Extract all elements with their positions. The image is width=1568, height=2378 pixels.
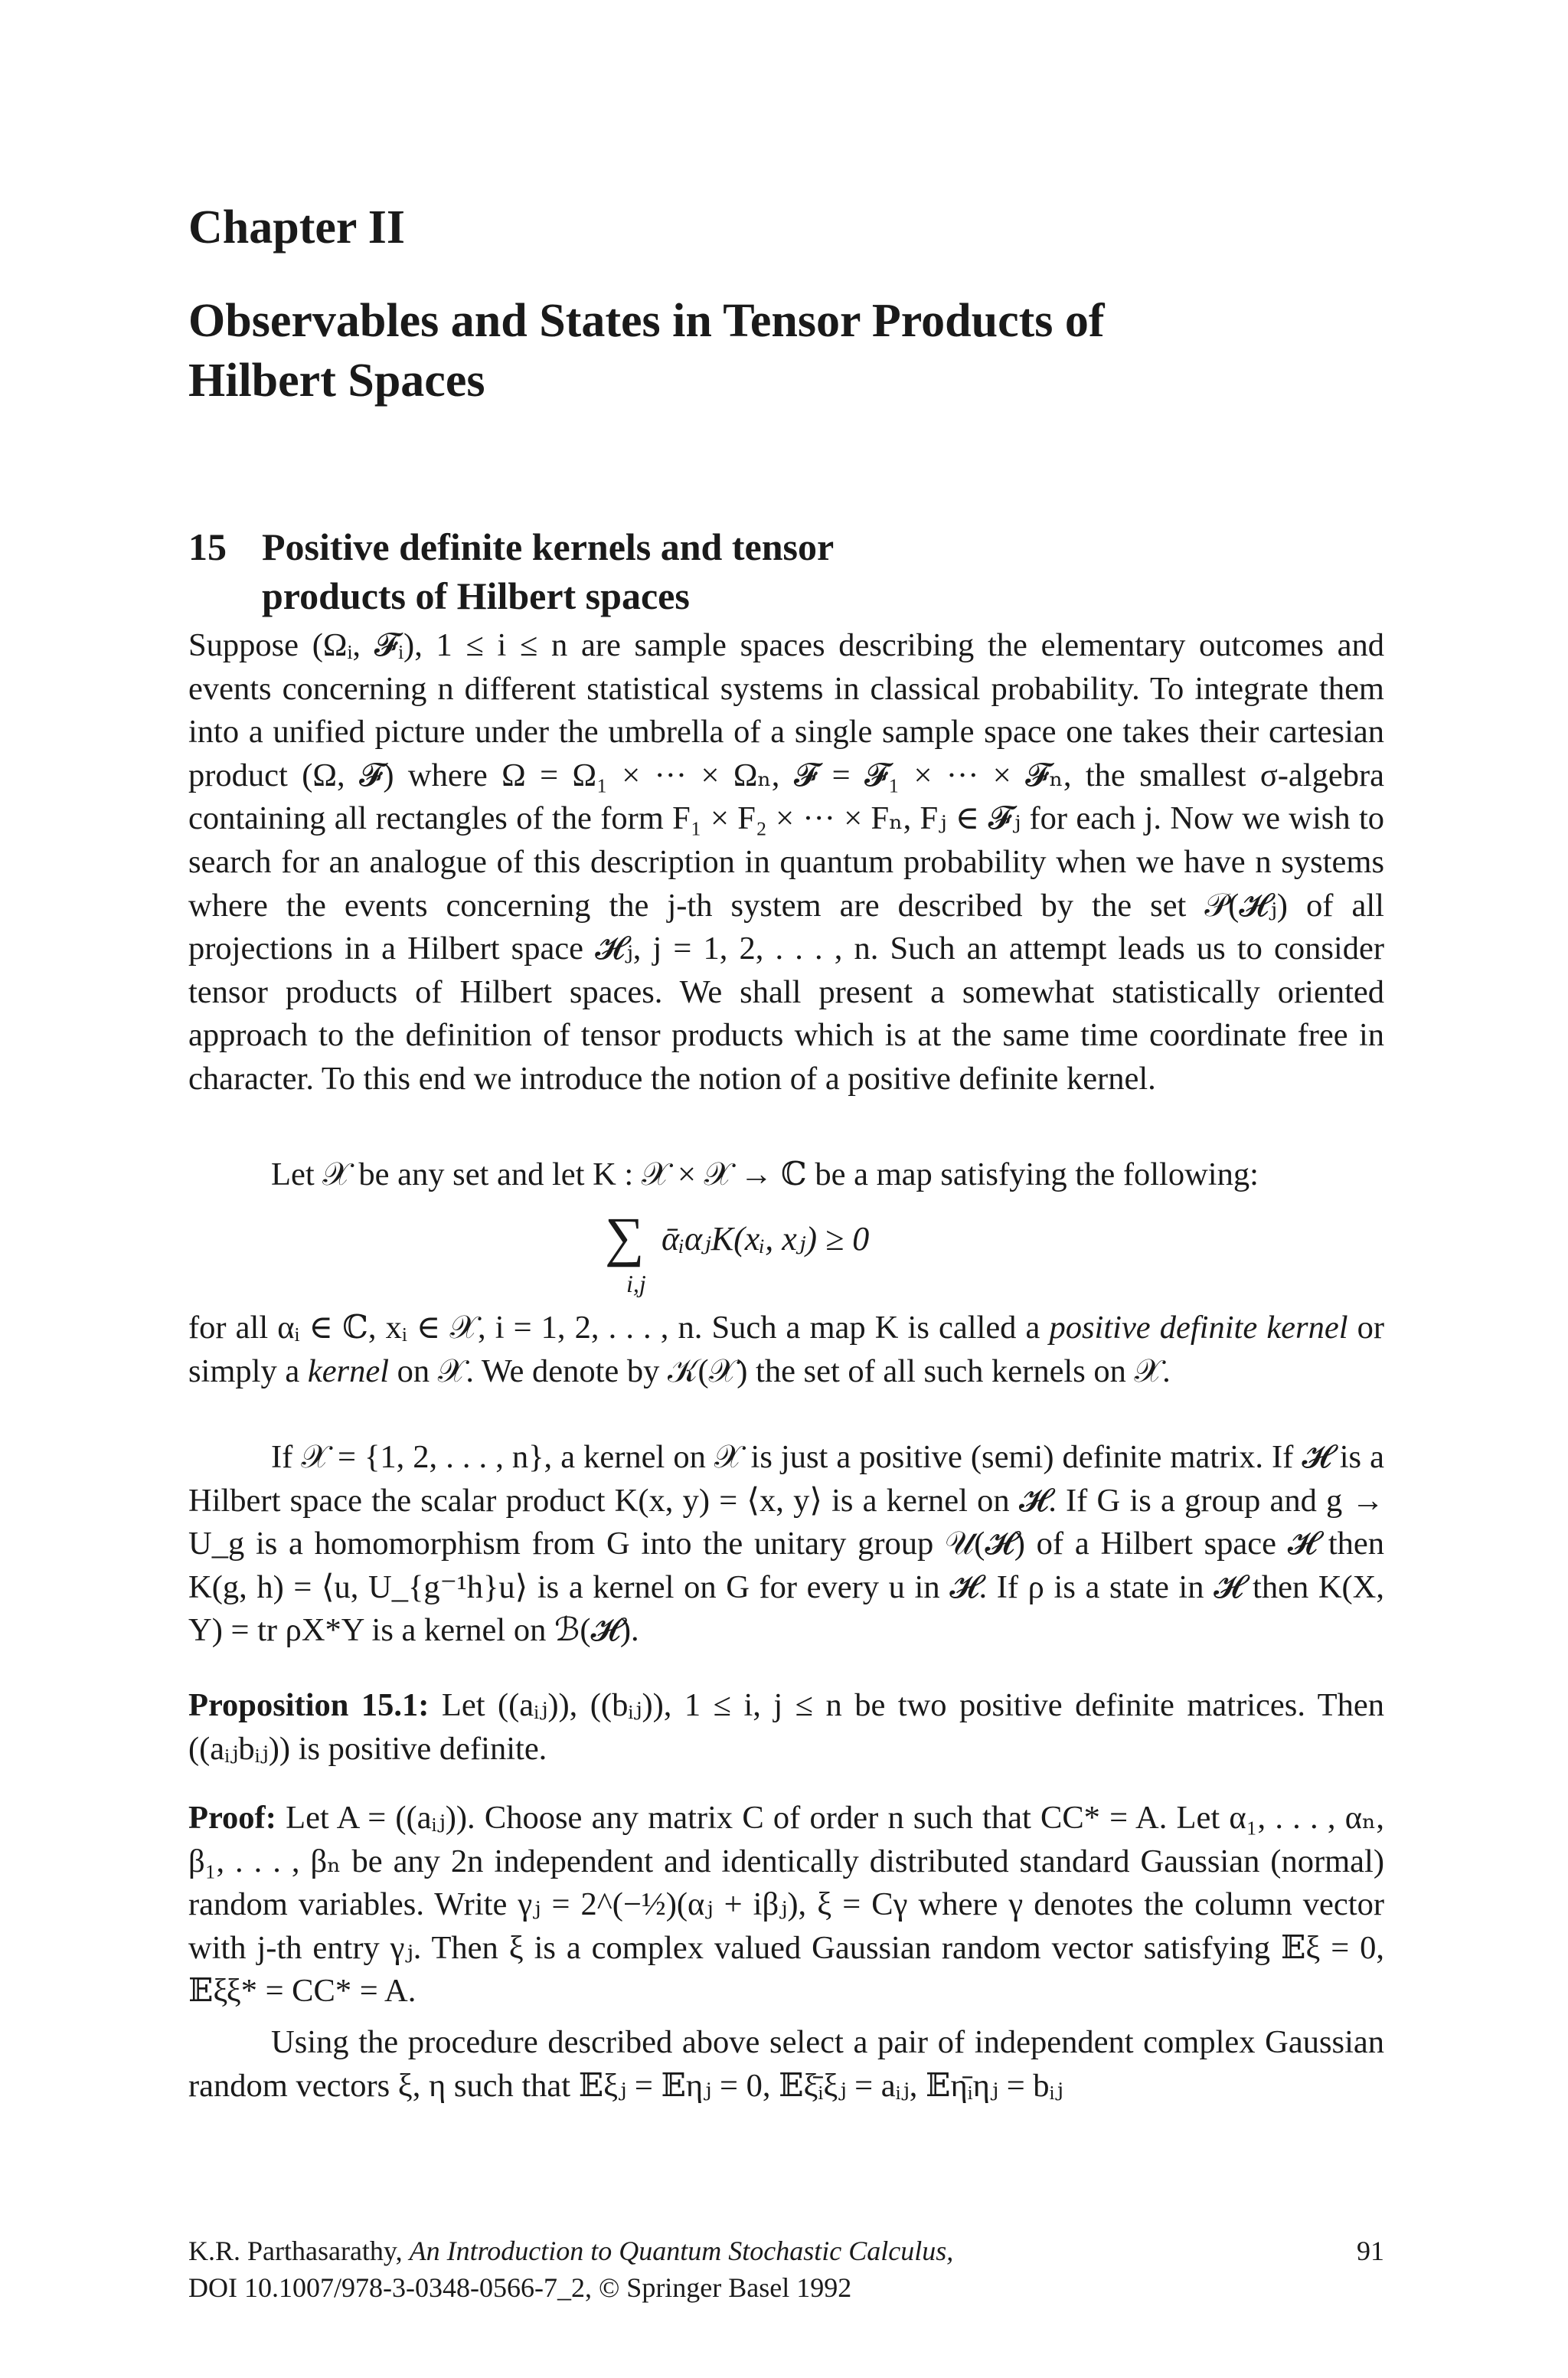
emphasis-term: positive definite kernel [1049,1310,1348,1346]
proposition-label: Proposition 15.1: [188,1687,430,1723]
text-run: or simply a [188,1310,1385,1389]
summation-index: i,j [626,1270,646,1297]
paragraph-kernel-examples: If 𝒳 = {1, 2, . . . , n}, a kernel on 𝒳 is just a positive (semi) definite matrix. If 𝓗 is a Hilbert space the scalar product K(x, y) = ⟨x, y⟩ is a kernel on 𝓗. If G is a group and g → U_g is a homomorphism from G into the unitary group 𝒰(𝓗) of a Hilbert space 𝓗 then K(g, h) = ⟨u, U_{g⁻¹h}u⟩ is a kernel on G for every u in 𝓗. If ρ is a state in 𝓗 then K(X, Y) = tr ρX*Y is a kernel on ℬ(𝓗). [188,1439,1384,1649]
chapter-label: Chapter II [188,201,406,254]
footer-doi: DOI 10.1007/978-3-0348-0566-7_2, © Springer Basel 1992 [188,2272,852,2303]
emphasis-term: kernel [307,1353,390,1389]
footer-author: K.R. Parthasarathy, [188,2236,403,2266]
section-number: 15 [188,525,227,568]
formula-expression: ᾱᵢαⱼK(xᵢ, xⱼ) ≥ 0 [662,1220,870,1258]
footer-book-title: An Introduction to Quantum Stochastic Calculus, [409,2236,954,2266]
summation-symbol: ∑ [605,1206,645,1268]
proposition-15-1 [188,1684,1384,1771]
proof-text: Let A = ((aᵢⱼ)). Choose any matrix C of order n such that CC* = A. Let α₁, . . . , αₙ, β₁, . . . , βₙ be any 2n independent and identically distributed standard Gaussian (normal) random variables. Write γⱼ = 2^(−½)(αⱼ + iβⱼ), ξ = Cγ where γ denotes the column vector with j-th entry γⱼ. Then ξ is a complex valued Gaussian random vector satisfying 𝔼ξ = 0, 𝔼ξξ* = CC* = A. [188,1800,1385,2010]
chapter-title: Observables and States in Tensor Products of Hilbert Spaces [188,295,1105,407]
proof-block [188,1797,1384,2013]
paragraph-gaussian-pair: Using the procedure described above select a pair of independent complex Gaussian random vectors ξ, η such that 𝔼ξⱼ = 𝔼ηⱼ = 0, 𝔼ξ̄ᵢξⱼ = aᵢⱼ, 𝔼η̄ᵢηⱼ = bᵢⱼ [188,2024,1384,2104]
section-title-line2: products of Hilbert spaces [262,574,690,617]
proof-label: Proof: [188,1800,276,1836]
text-run: on 𝒳. We denote by 𝒦(𝒳) the set of all such kernels on 𝒳. [397,1353,1171,1389]
paragraph-kernel-definition: Let 𝒳 be any set and let K : 𝒳 × 𝒳 → ℂ be a map satisfying the following: [271,1156,1259,1192]
proposition-text: Let ((aᵢⱼ)), ((bᵢⱼ)), 1 ≤ i, j ≤ n be two positive definite matrices. Then ((aᵢⱼbᵢⱼ)) is positive definite. [188,1687,1384,1767]
text-run: for all αᵢ ∈ ℂ, xᵢ ∈ 𝒳, i = 1, 2, . . . , n. Such a map K is called a [188,1310,1040,1346]
page-number: 91 [1357,2236,1384,2266]
kernel-inequality-formula [605,1206,1064,1302]
page-footer [188,2232,1384,2306]
paragraph-kernel-term [188,1307,1384,1393]
paragraph-intro: Suppose (Ωᵢ, 𝓕ᵢ), 1 ≤ i ≤ n are sample spaces describing the elementary outcomes and events concerning n different statistical systems in classical probability. To integrate them into a unified picture under the umbrella of a single sample space one takes their cartesian product (Ω, 𝓕) where Ω = Ω₁ × ··· × Ωₙ, 𝓕 = 𝓕₁ × ··· × 𝓕ₙ, the smallest σ-algebra containing all rectangles of the form F₁ × F₂ × ··· × Fₙ, Fⱼ ∈ 𝓕ⱼ for each j. Now we wish to search for an analogue of this description in quantum probability when we have n systems where the events concerning the j-th system are described by the set 𝒫(𝓗ⱼ) of all projections in a Hilbert space 𝓗ⱼ, j = 1, 2, . . . , n. Such an attempt leads us to consider tensor products of Hilbert spaces. We shall present a somewhat statistically oriented approach to the definition of tensor products which is at the same time coordinate free in character. To this end we introduce the notion of a positive definite kernel. [188,627,1384,1097]
section-heading [188,522,834,620]
section-title-line1: Positive definite kernels and tensor [262,525,835,568]
